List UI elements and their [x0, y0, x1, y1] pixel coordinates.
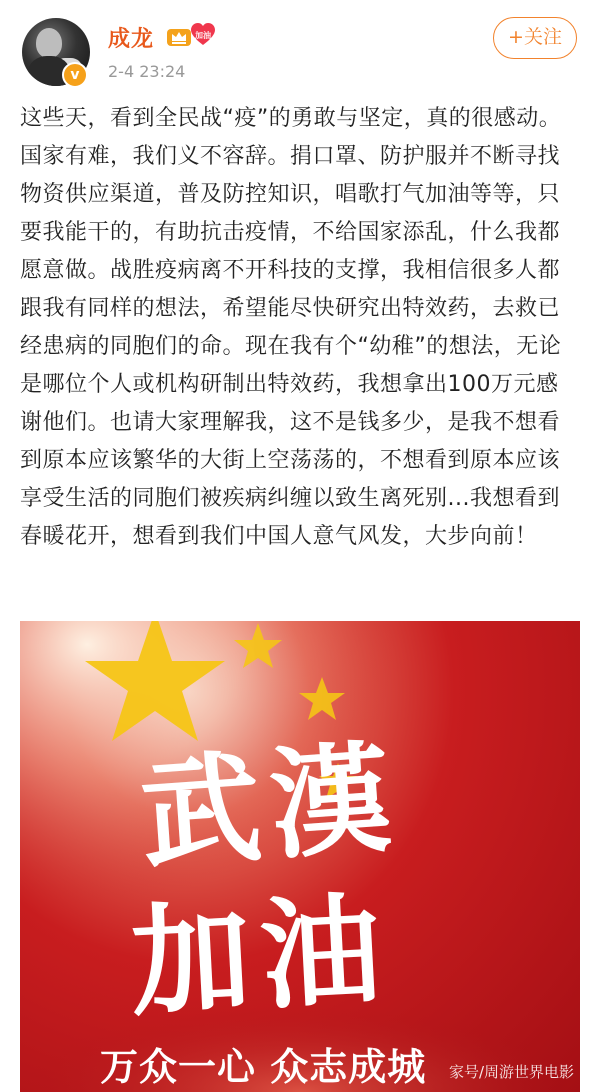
poster-headline-line1: 武漢: [136, 727, 406, 886]
source-watermark: 家号/周游世界电影: [448, 1063, 574, 1081]
heart-badge-label: 加油: [195, 31, 211, 40]
follow-button[interactable]: +关注: [493, 17, 577, 59]
verified-v-icon: v: [62, 62, 88, 88]
post-header: [0, 0, 600, 100]
post-image-poster[interactable]: [20, 621, 580, 1092]
username[interactable]: 成龙: [108, 27, 155, 52]
poster-slogan: 万众一心 众志成城: [100, 1045, 427, 1089]
post-body-text: 这些天，看到全民战“疫”的勇敢与坚定，真的很感动。国家有难，我们义不容辞。捐口罩、防护服并不断寻找物资供应渠道，普及防控知识，唱歌打气加油等等，只要我能干的，有助抗击疫情，不给国家添乱，什么我都愿意做。战胜疫病离不开科技的支撑，我相信很多人都跟我有同样的想法，希望能尽快研究出特效药，去救已经患病的同胞们的命。现在我有个“幼稚”的想法，无论是哪位个人或机构研制出特效药，我想拿出100万元感谢他们。也请大家理解我，这不是钱多少，是我不想看到原本应该繁华的大街上空荡荡的，不想看到原本应该享受生活的同胞们被疾病纠缠以致生离死别...我想看到春暖花开，想看到我们中国人意气风发，大步向前！: [20, 106, 562, 549]
post-timestamp: 2-4 23:24: [108, 62, 186, 81]
crown-icon: [166, 26, 192, 48]
poster-headline-line2: 加油: [126, 879, 395, 1034]
